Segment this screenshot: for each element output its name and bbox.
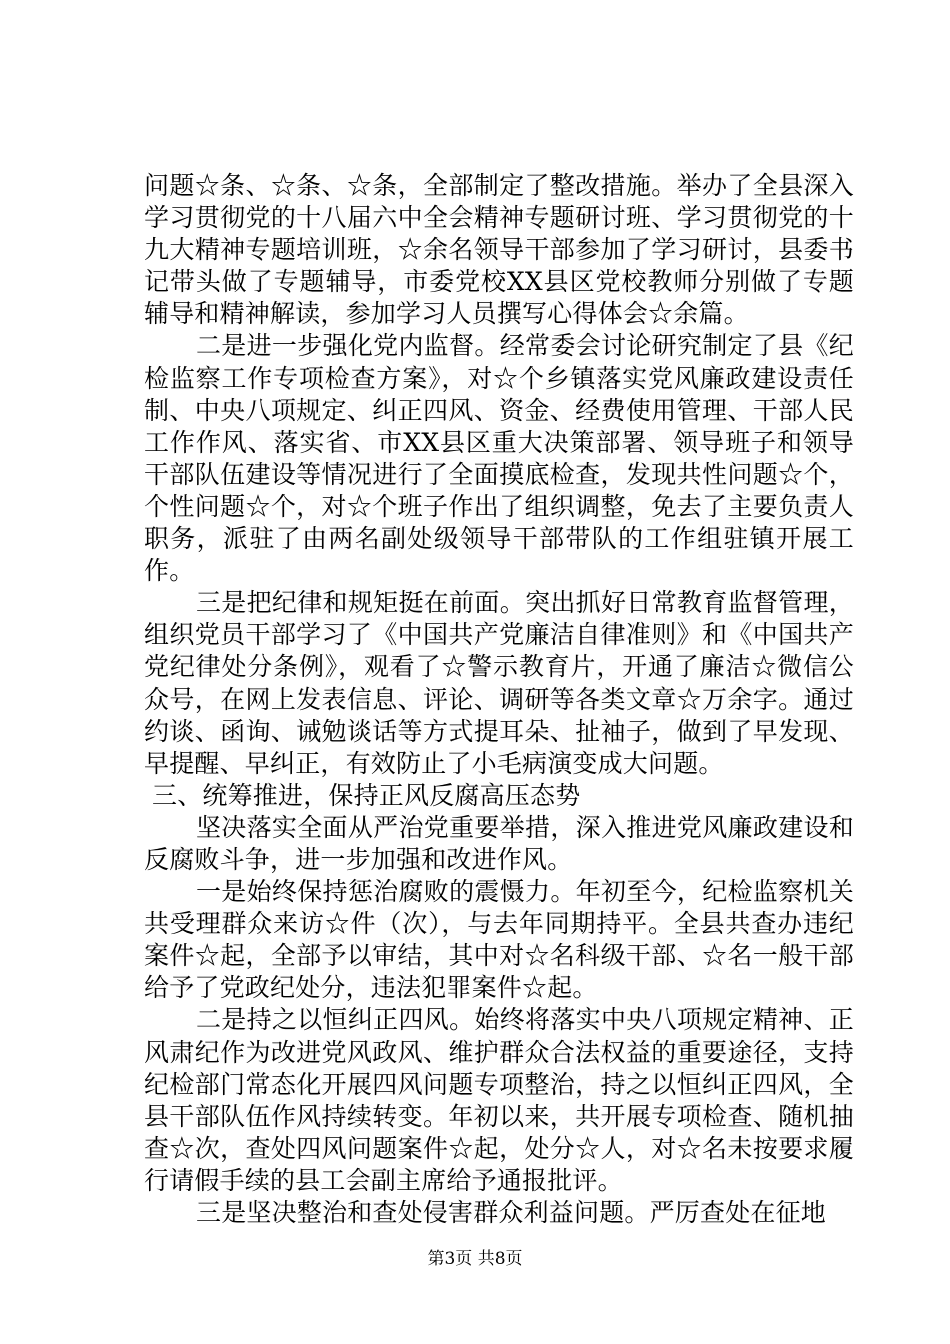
section-heading: 三、统筹推进，保持正风反腐高压态势 xyxy=(152,780,581,810)
paragraph-2: 二是进一步强化党内监督。经常委会讨论研究制定了县《纪检监察工作专项检查方案》，对☆个乡镇落实党风廉政建设责任制、中央八项规定、纠正四风、资金、经费使用管理、干部人民工作作风、落实省、市XX县区重大决策部署、领导班子和领导干部队伍建设等情况进行了全面摸底检查，发现共性问题☆个，个性问题☆个，对☆个班子作出了组织调整，免去了主要负责人职务，派驻了由两名副处级领导干部带队的工作组驻镇开展工作。 xyxy=(144,331,854,586)
page-number-footer: 第3页 共8页 xyxy=(427,1249,523,1269)
paragraph-8: 三是坚决整治和查处侵害群众利益问题。严厉查处在征地 xyxy=(196,1198,827,1227)
paragraph-1: 问题☆条、☆条、☆条，全部制定了整改措施。举办了全县深入学习贯彻党的十八届六中全会精神专题研讨班、学习贯彻党的十九大精神专题培训班，☆余名领导干部参加了学习研讨，县委书记带头做了专题辅导，市委党校XX县区党校教师分别做了专题辅导和精神解读，参加学习人员撰写心得体会☆余篇。 xyxy=(144,171,854,329)
paragraph-5: 坚决落实全面从严治党重要举措，深入推进党风廉政建设和反腐败斗争，进一步加强和改进作风。 xyxy=(144,812,854,874)
paragraph-7: 二是持之以恒纠正四风。始终将落实中央八项规定精神、正风肃纪作为改进党风政风、维护群众合法权益的重要途径，支持纪检部门常态化开展四风问题专项整治，持之以恒纠正四风，全县干部队伍作风持续转变。年初以来，共开展专项检查、随机抽查☆次，查处四风问题案件☆起，处分☆人，对☆名未按要求履行请假手续的县工会副主席给予通报批评。 xyxy=(144,1005,854,1195)
paragraph-3: 三是把纪律和规矩挺在前面。突出抓好日常教育监督管理，组织党员干部学习了《中国共产党廉洁自律准则》和《中国共产党纪律处分条例》，观看了☆警示教育片，开通了廉洁☆微信公众号，在网上发表信息、评论、调研等各类文章☆万余字。通过约谈、函询、诫勉谈话等方式提耳朵、扯袖子，做到了早发现、早提醒、早纠正，有效防止了小毛病演变成大问题。 xyxy=(144,588,854,778)
document-body xyxy=(144,170,854,1229)
paragraph-6: 一是始终保持惩治腐败的震慑力。年初至今，纪检监察机关共受理群众来访☆件（次），与去年同期持平。全县共查办违纪案件☆起，全部予以审结，其中对☆名科级干部、☆名一般干部给予了党政纪处分，违法犯罪案件☆起。 xyxy=(144,877,854,1003)
